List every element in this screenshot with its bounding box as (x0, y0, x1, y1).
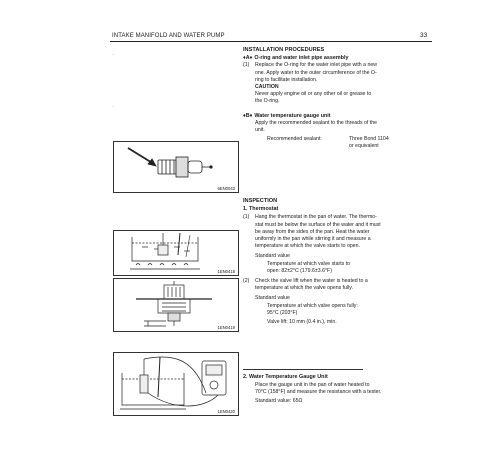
standard-value-line: Valve lift: 10 mm (0.4 in.), min. (267, 319, 337, 326)
figure-code: 6EN0043 (217, 186, 235, 191)
standard-value-line: Temperature at which valve opens fully: (267, 302, 358, 309)
body-line: temperature at which the valve opens fully. (255, 285, 353, 292)
figure-code: 1EN0418 (217, 269, 235, 274)
sealant-value: or equivalent (349, 143, 379, 150)
standard-value-label: Standard value (255, 253, 290, 260)
body-line: Hang the thermostat in the pan of water. The thermo- (255, 214, 377, 221)
marker-b: ♦B♦ (243, 112, 253, 119)
caution-line: the O-ring. (255, 98, 280, 105)
body-line: stat must be below the surface of the water and it must (255, 221, 381, 228)
body-line: one. Apply water to the outer circumference of the O- (255, 69, 377, 76)
thermostat-valve-illustration (114, 279, 238, 331)
figure-thermostat-pan (113, 230, 239, 276)
step-a-1 (243, 62, 439, 84)
sealant-row (243, 136, 439, 150)
standard-value-label: Standard value (255, 295, 290, 302)
thermostat-step-2 (243, 278, 439, 292)
body-line: be away from the sides of the pan. Heat the water (255, 228, 370, 235)
figure-code: 1EN0419 (217, 325, 235, 330)
gauge-standard-value: Standard value: 65Ω (255, 397, 303, 404)
section-rule (243, 369, 363, 370)
step-a-title (243, 55, 439, 62)
marker-a: ♦A♦ (243, 55, 253, 62)
caution-label: CAUTION (255, 84, 279, 91)
body-line: Replace the O-ring for the water inlet pipe with a new (255, 62, 377, 69)
step-a-title-text: O-ring and water inlet pipe assembly (254, 55, 349, 62)
body-line: Check the valve lift when the water is heated to a (255, 278, 368, 285)
step-number: (1) (243, 214, 250, 221)
sealant-value: Three Bond 1104 (349, 136, 389, 143)
installation-heading: INSTALLATION PROCEDURES (243, 47, 325, 53)
standard-value-line: Temperature at which valve starts to (267, 260, 351, 267)
caution-line: Never apply engine oil or any other oil or grease to (255, 91, 372, 98)
step-number: (2) (243, 278, 250, 285)
body-line: ring to facilitate installation. (255, 76, 318, 83)
figure-gauge-resistance-test (113, 352, 239, 416)
thermostat-title: 1. Thermostat (243, 206, 279, 213)
inspection-section (243, 198, 439, 326)
header-rule (110, 41, 432, 42)
sealant-label: Recommended sealant: (267, 136, 322, 143)
body-line: 70°C (158°F) and measure the resistance with a tester. (255, 389, 382, 396)
body-line: Place the gauge unit in the pan of water heated to (255, 382, 370, 389)
figure-code: 1EN0420 (217, 409, 235, 414)
thermostat-step-1 (243, 214, 439, 250)
body-line: Apply the recommended sealant to the threads of the (255, 119, 377, 126)
gauge-test-illustration (114, 353, 238, 415)
figure-gauge-unit (113, 141, 239, 193)
step-b-title-text: Water temperature gauge unit (254, 112, 331, 119)
gauge-section (243, 374, 439, 405)
step-b-title (243, 113, 439, 120)
left-margin-mark: · (112, 104, 116, 110)
standard-value-line: 95°C (203°F) (267, 309, 298, 316)
inspection-heading: INSPECTION (243, 198, 278, 204)
page-number: 33 (420, 32, 428, 39)
gauge-unit-illustration (114, 142, 238, 192)
installation-section (243, 47, 439, 151)
left-margin-mark: · (112, 52, 116, 58)
figure-thermostat-valve-lift (113, 278, 239, 332)
header-title: INTAKE MANIFOLD AND WATER PUMP (112, 33, 225, 39)
body-line: unit. (255, 127, 265, 134)
standard-value-line: open: 82±2°C (179.6±3.6°F) (267, 267, 332, 274)
step-number: (1) (243, 62, 250, 69)
body-line: uniformly in the pan while stirring it and measure a (255, 236, 371, 243)
body-line: temperature at which the valve starts to open. (255, 243, 360, 250)
gauge-title: 2. Water Temperature Gauge Unit (243, 374, 328, 380)
